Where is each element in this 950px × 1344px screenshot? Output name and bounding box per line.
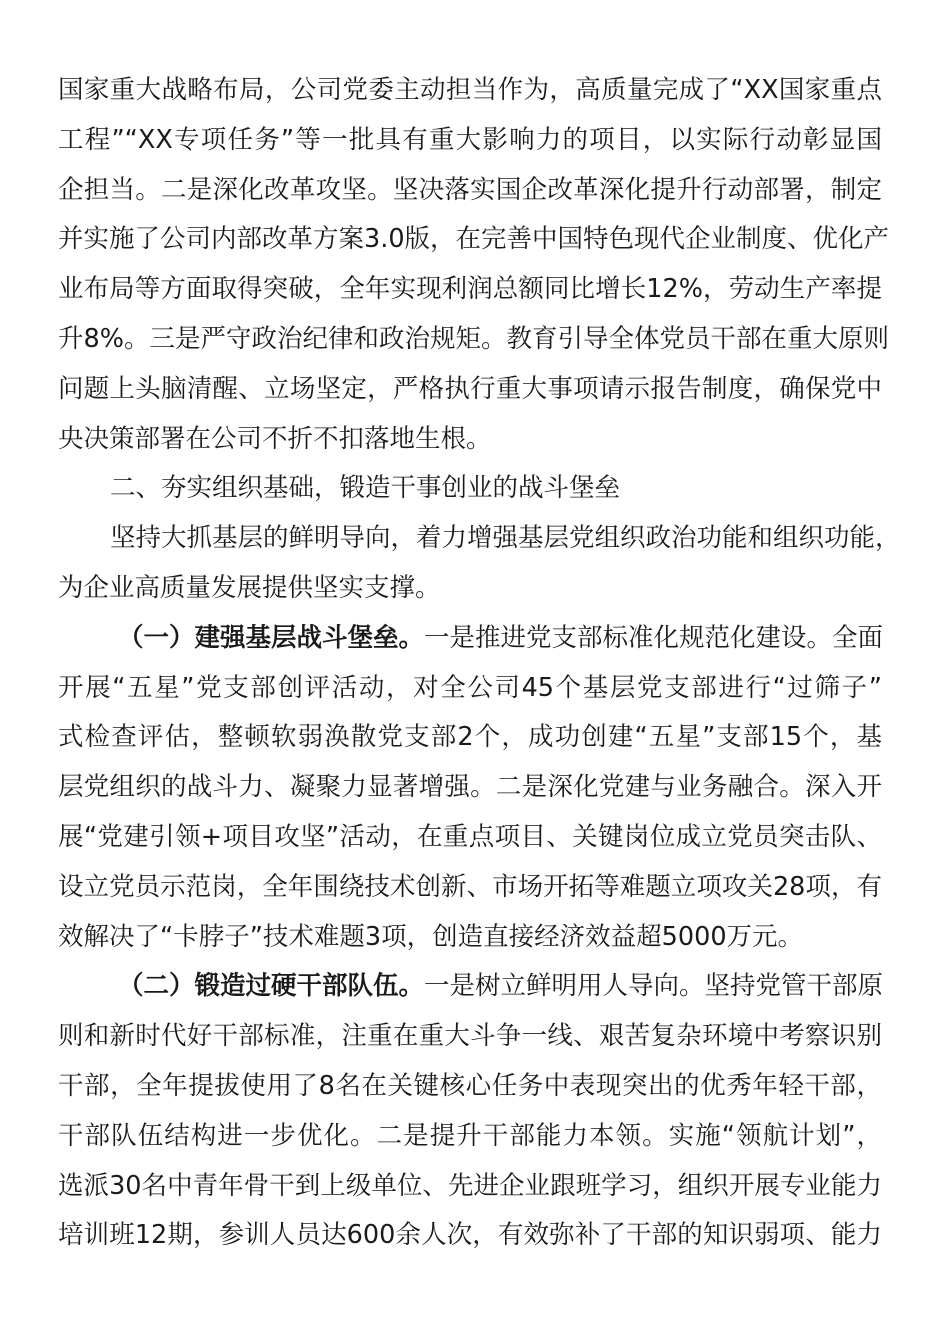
text-line: 为企业高质量发展提供坚实支撑。 (58, 572, 441, 603)
text-line: 则和新时代好干部标准，注重在重大斗争一线、艰苦复杂环境中考察识别 (58, 1021, 882, 1052)
text-line: 问题上头脑清醒、立场坚定，严格执行重大事项请示报告制度，确保党中 (58, 373, 882, 404)
text-line: 国家重大战略布局，公司党委主动担当作为，高质量完成了“XX国家重点 (58, 75, 882, 105)
text-line: 选派30名中青年骨干到上级单位、先进企业跟班学习，组织开展专业能力 (58, 1170, 882, 1201)
text-line: 企担当。二是深化改革攻坚。坚决落实国企改革深化提升行动部署，制定 (58, 174, 882, 205)
text-line: 式检查评估，整顿软弱涣散党支部2个，成功创建“五星”支部15个，基 (58, 722, 882, 753)
text-line: 业布局等方面取得突破，全年实现利润总额同比增长12%，劳动生产率提 (58, 274, 882, 305)
subsection-1 (58, 614, 882, 963)
subsection-2 (58, 962, 882, 1261)
text-line: 坚持大抓基层的鲜明导向，着力增强基层党组织政治功能和组织功能， (110, 523, 901, 554)
text-line: 展“党建引领+项目攻坚”活动，在重点项目、关键岗位成立党员突击队、 (58, 821, 882, 852)
subsection-text: 一是树立鲜明用人导向。坚持党管干部原 (424, 971, 884, 1002)
paragraph-continued (58, 66, 890, 464)
text-line: 央决策部署在公司不折不扣落地生根。 (58, 423, 492, 454)
subsection-heading: （二）锻造过硬干部队伍。 (118, 971, 425, 1002)
text-line: 干部，全年提拔使用了8名在关键核心任务中表现突出的优秀年轻干部， (58, 1070, 882, 1101)
subsection-first-line (58, 962, 882, 1012)
text-line: 干部队伍结构进一步优化。二是提升干部能力本领。实施“领航计划”， (58, 1120, 882, 1151)
text-line: 并实施了公司内部改革方案3.0版，在完善中国特色现代企业制度、优化产 (58, 224, 890, 255)
text-line: 层党组织的战斗力、凝聚力显著增强。二是深化党建与业务融合。深入开 (58, 772, 882, 803)
paragraph-intro (58, 514, 901, 614)
section-heading-text: 二、夯实组织基础，锻造干事创业的战斗堡垒 (110, 473, 621, 504)
text-line: 效解决了“卡脖子”技术难题3项，创造直接经济效益超5000万元。 (58, 921, 804, 952)
text-line: 升8%。三是严守政治纪律和政治规矩。教育引导全体党员干部在重大原则 (58, 323, 889, 354)
subsection-text: 一是推进党支部标准化规范化建设。全面 (424, 622, 884, 653)
document-page (58, 66, 901, 1261)
section-heading (58, 464, 882, 514)
text-line: 培训班12期，参训人员达600余人次，有效弥补了干部的知识弱项、能力 (58, 1220, 882, 1251)
subsection-heading: （一）建强基层战斗堡垒。 (118, 622, 425, 653)
text-line: 设立党员示范岗，全年围绕技术创新、市场开拓等难题立项攻关28项，有 (58, 871, 882, 902)
subsection-first-line (58, 614, 882, 664)
text-line: 工程”“XX专项任务”等一批具有重大影响力的项目，以实际行动彰显国 (58, 124, 882, 155)
text-line: 开展“五星”党支部创评活动，对全公司45个基层党支部进行“过筛子” (58, 672, 882, 703)
